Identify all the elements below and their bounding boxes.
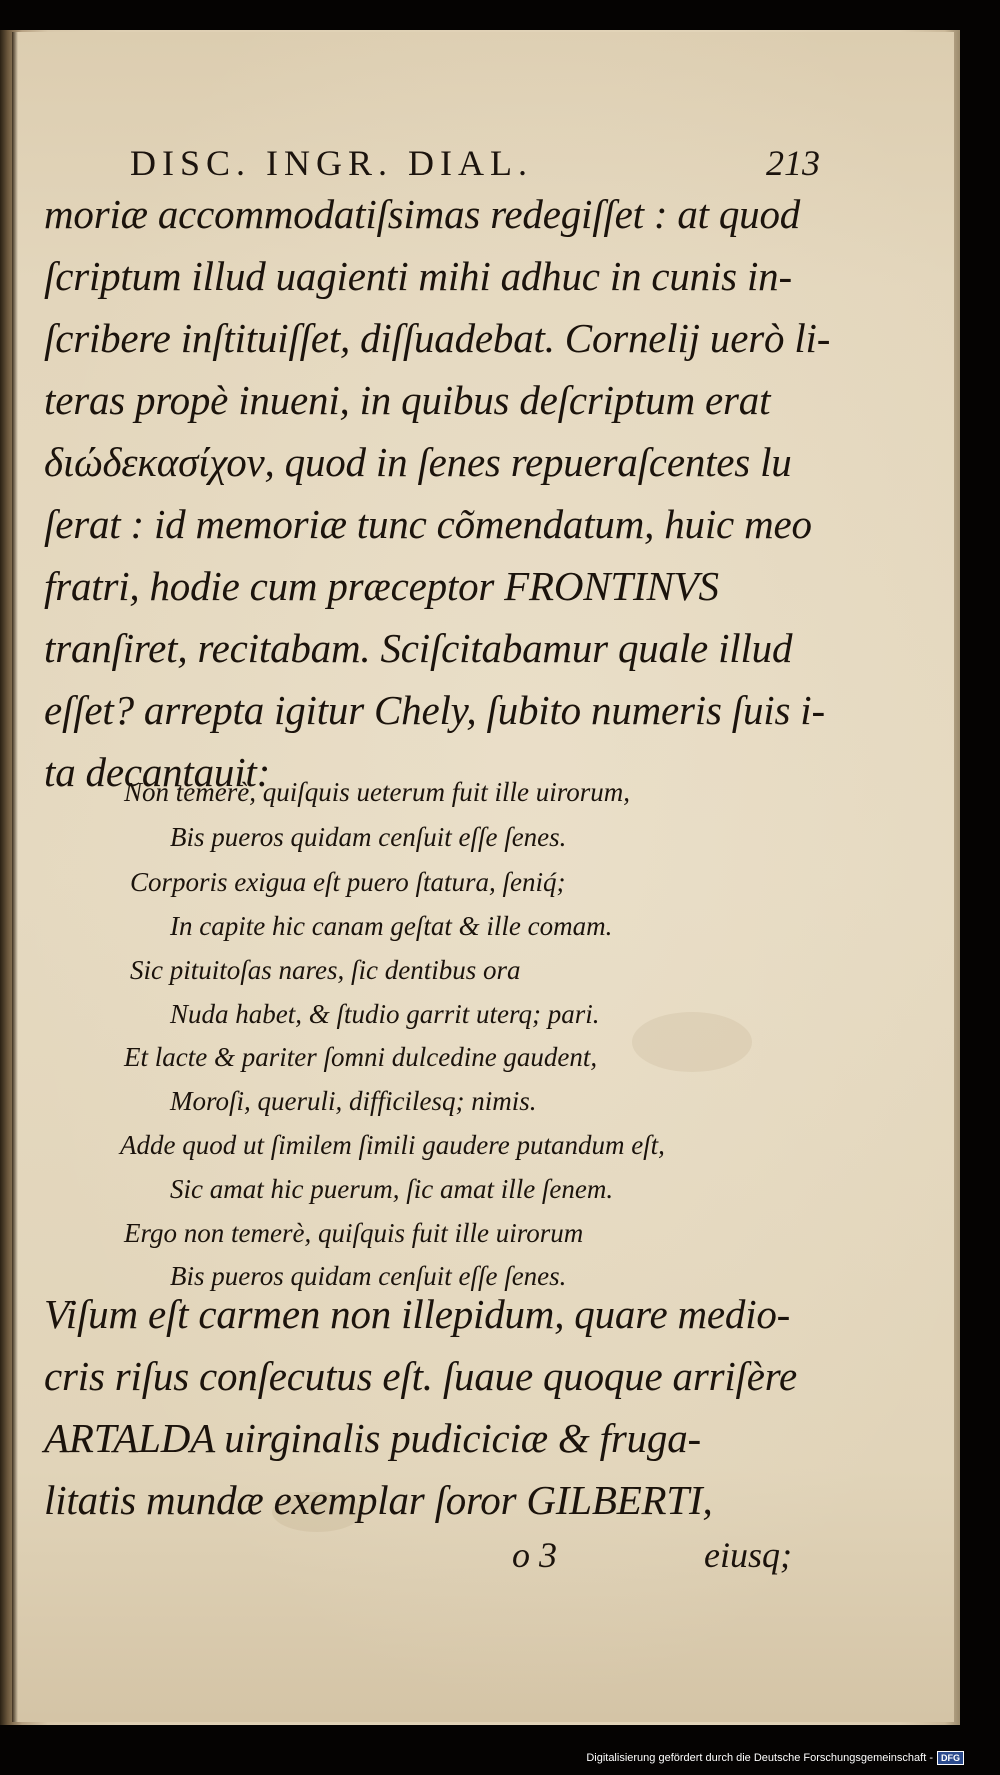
prose-line: teras propè inueni, in quibus deſcriptum erat (44, 377, 771, 423)
prose-line: moriæ accommodatiſsimas redegiſſet : at quod (44, 191, 801, 237)
prose-line: eſſet? arrepta igitur Chely, ſubito numeris ſuis i- (44, 687, 825, 733)
book-page (12, 32, 954, 1722)
page-header (130, 142, 820, 192)
prose-line: fratri, hodie cum præceptor FRONTINVS (44, 563, 719, 609)
prose-line: litatis mundæ exemplar ſoror GILBERTI, (44, 1477, 713, 1523)
prose-line: cris riſus conſecutus eſt. ſuaue quoque arriſère (44, 1353, 797, 1399)
verse-line: Adde quod ut ſimilem ſimili gaudere putandum eſt, (120, 1130, 665, 1160)
verse-line: Corporis exigua eſt puero ſtatura, ſeniq́; (130, 867, 566, 897)
page-gutter (12, 32, 18, 1722)
running-head: DISC. INGR. DIAL. (130, 143, 533, 183)
prose-line: Viſum eſt carmen non illepidum, quare medio- (44, 1291, 791, 1337)
prose-line: ARTALDA uirginalis pudiciciæ & fruga- (44, 1415, 701, 1461)
verse-line: In capite hic canam geſtat & ille comam. (170, 911, 613, 941)
dfg-logo: DFG (937, 1751, 964, 1765)
prose-line: ſcribere inſtituiſſet, diſſuadebat. Cornelij uerò li- (44, 315, 831, 361)
verse-line: Sic amat hic puerum, ſic amat ille ſenem. (170, 1174, 614, 1204)
verse-line: Sic pituitoſas nares, ſic dentibus ora (130, 955, 521, 985)
credit-text: Digitalisierung gefördert durch die Deutsche Forschungsgemeinschaft - (586, 1752, 933, 1764)
verse-line: Et lacte & pariter ſomni dulcedine gaudent, (124, 1042, 598, 1072)
prose-line: ſcriptum illud uagienti mihi adhuc in cunis in- (44, 253, 792, 299)
prose-line: ta decantauit: (44, 749, 271, 795)
verse-line: Bis pueros quidam cenſuit eſſe ſenes. (170, 822, 567, 852)
prose-line: διώδεκασίχον, quod in ſenes repueraſcentes lu (44, 439, 792, 485)
verse-line: Moroſi, queruli, difficilesq; nimis. (170, 1086, 537, 1116)
signature-mark: o 3 (512, 1535, 557, 1575)
catchword: eiusq; (704, 1535, 792, 1575)
paper-stain (632, 1012, 752, 1072)
verse-line: Bis pueros quidam cenſuit eſſe ſenes. (170, 1261, 567, 1291)
prose-line: ſerat : id memoriæ tunc cõmendatum, huic meo (44, 501, 812, 547)
verse-line: Ergo non temerè, quiſquis fuit ille uirorum (124, 1218, 584, 1248)
verse-line: Non temerè, quiſquis ueterum fuit ille uirorum, (124, 777, 630, 807)
digitization-credit (586, 1751, 964, 1765)
prose-line: tranſiret, recitabam. Sciſcitabamur quale illud (44, 625, 793, 671)
page-number: 213 (766, 143, 820, 183)
verse-line: Nuda habet, & ſtudio garrit uterq; pari. (170, 999, 600, 1029)
